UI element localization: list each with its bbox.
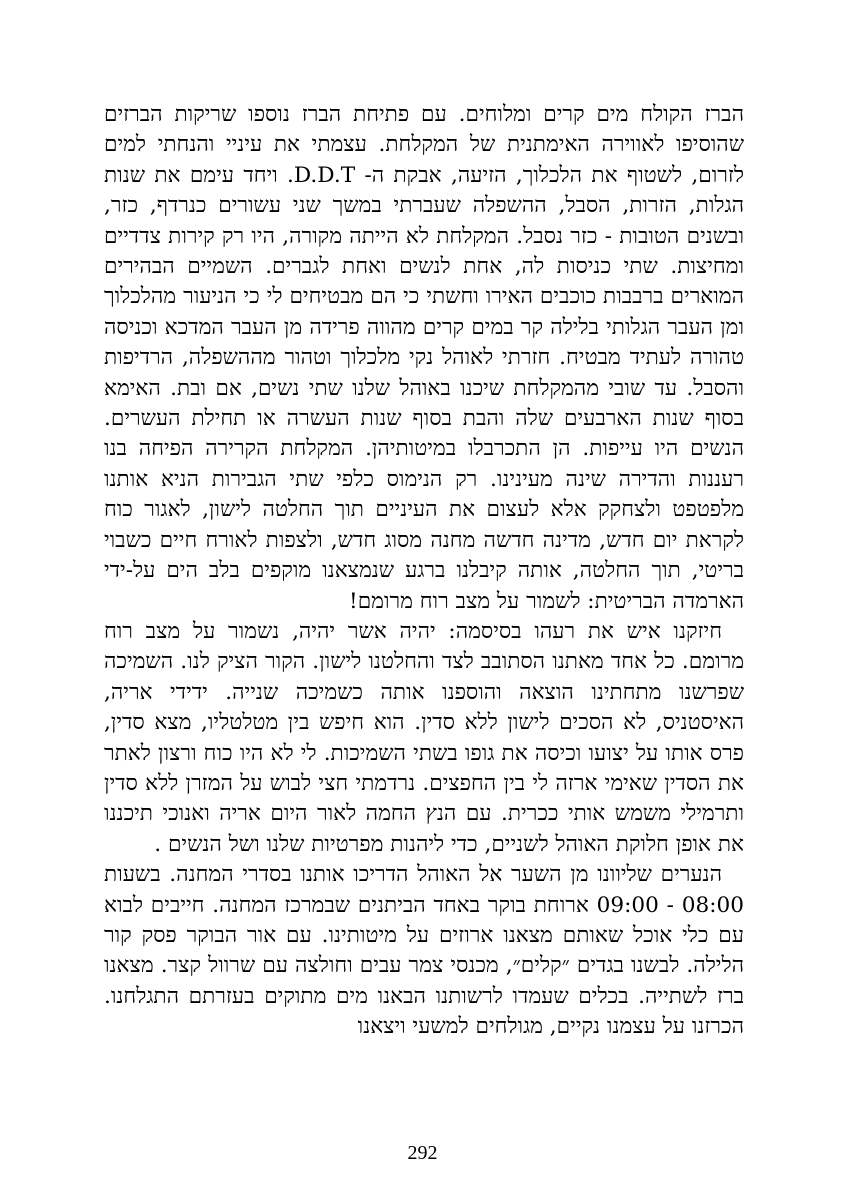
paragraph-2: חיזקנו איש את רעהו בסיסמה: יהיה אשר יהיה, נשמור על מצב רוח מרומם. כל אחד מאתנו הסתובב לצד והחלטנו לישון. הקור הציק לנו. השמיכה שפרשנו מתחתינו הוצאה והוספנו אותה כשמיכה שנייה. ידידי אריה, האיסטניס, לא הסכים לישון ללא סדין. הוא חיפש בין מטלטליו, מצא סדין, פרס אותו על יצועו וכיסה את גופו בשתי השמיכות. לי לא היו כוח ורצון לאתר את הסדין שאימי ארזה לי בין החפצים. נרדמתי חצי לבוש על המזרן ללא סדין ותרמילי משמש אותי ככרית. עם הנץ החמה לאור היום אריה ואנוכי תיכננו את אופן חלוקת האוהל לשניים, כדי ליהנות מפרטיות שלנו ושל הנשים . [104,618,744,857]
document-page [104,100,744,1043]
paragraph-3: הנערים שליוונו מן השער אל האוהל הדריכו אותנו בסדרי המחנה. בשעות 08:00 - 09:00 ארוחת בוקר באחד הביתנים שבמרכז המחנה. חייבים לבוא עם כלי אוכל שאותם מצאנו ארוזים על מיטותינו. עם אור הבוקר פסק קור הלילה. לבשנו בגדים ״קלים״, מכנסי צמר עבים וחולצה עם שרוול קצר. מצאנו ברז לשתייה. בכלים שעמדו לרשותנו הבאנו מים מתוקים בעזרתם התגלחנו. הכרזנו על עצמנו נקיים, מגולחים למשעי ויצאנו [104,862,744,1040]
page-number: 292 [407,1142,438,1164]
paragraph-1: הברז הקולח מים קרים ומלוחים. עם פתיחת הברז נוספו שריקות הברזים שהוסיפו לאווירה האימתנית של המקלחת. עצמתי את עיניי והנחתי למים לזרום, לשטוף את הלכלוך, הזיעה, אבקת ה- D.D.T. ויחד עימם את שנות הגלות, הזרות, הסבל, ההשפלה שעברתי במשך שני עשורים כנרדף, כזר, ובשנים הטובות - כזר נסבל. המקלחת לא הייתה מקורה, היו רק קירות צדדיים ומחיצות. שתי כניסות לה, אחת לנשים ואחת לגברים. השמיים הבהירים המוארים ברבבות כוכבים האירו וחשתי כי הם מבטיחים לי כי הניעור מהלכלוך ומן העבר הגלותי בלילה קר במים קרים מהווה פרידה מן העבר המדכא וכניסה טהורה לעתיד מבטיח. חזרתי לאוהל נקי מלכלוך וטהור מההשפלה, הרדיפות והסבל. עד שובי מהמקלחת שיכנו באוהל שלנו שתי נשים, אם ובת. האימא בסוף שנות הארבעים שלה והבת בסוף שנות העשרה או תחילת העשרים. הנשים היו עייפות. הן התכרבלו במיטותיהן. המקלחת הקרירה הפיחה בנו רעננות והדירה שינה מעינינו. רק הנימוס כלפי שתי הגבירות הניא אותנו מלפטפט ולצחקק אלא לעצום את העיניים תוך החלטה לישון, לאגור כוח לקראת יום חדש, מדינה חדשה מחנה מסוג חדש, ולצפות לאורח חיים כשבוי בריטי, תוך החלטה, אותה קיבלנו ברגע שנמצאנו מוקפים בלב הים על-ידי הארמדה הבריטית: לשמור על מצב רוח מרומם! [104,102,744,614]
